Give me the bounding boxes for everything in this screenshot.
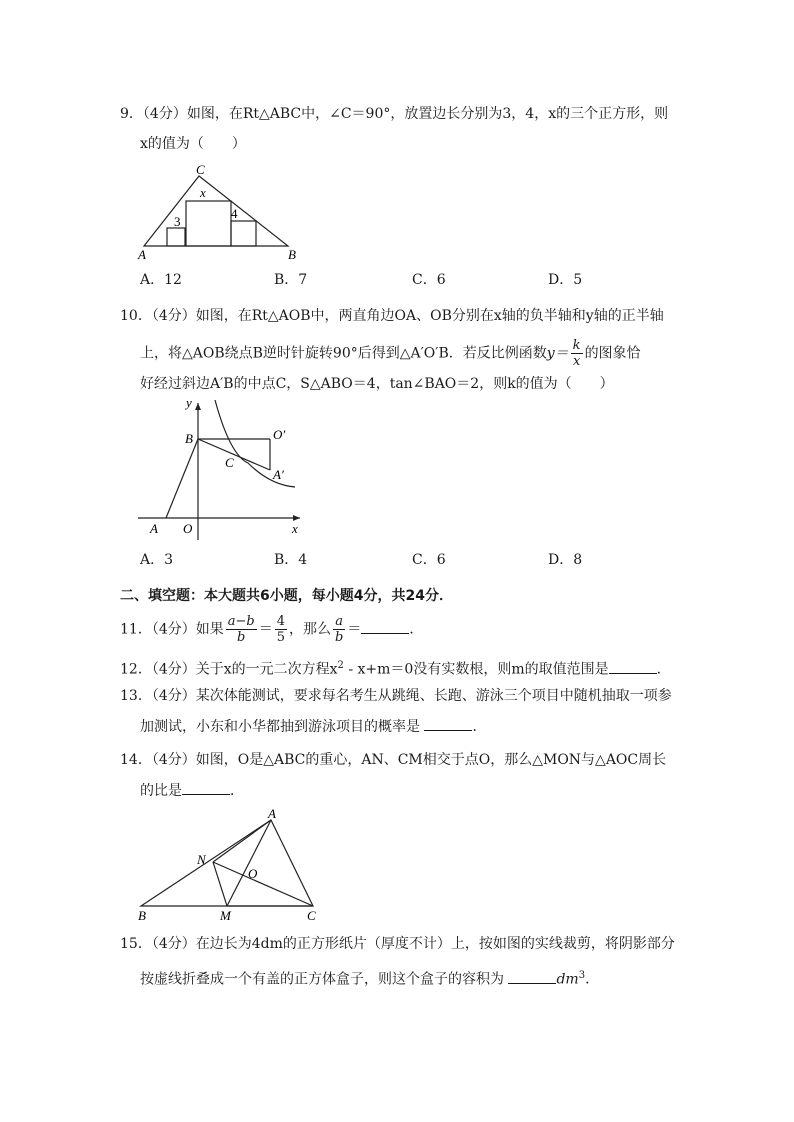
label-A: A	[150, 521, 158, 536]
q11-fraction-3	[333, 614, 345, 645]
q14-figure	[130, 808, 330, 923]
median-CN	[213, 862, 313, 906]
q11-f2-num: 4	[276, 614, 285, 629]
q11-f3-num: a	[333, 614, 345, 630]
q9-option-c[interactable]: C．6	[412, 272, 446, 288]
label-O: O	[183, 521, 193, 536]
label-M: M	[220, 908, 231, 923]
segment-NM	[213, 862, 227, 906]
q11-mid: ，那么	[288, 621, 331, 638]
segment-BA1	[198, 439, 270, 470]
q11-line	[120, 614, 423, 645]
q14-line2	[140, 780, 244, 801]
label-y: y	[186, 395, 192, 410]
q11-eq: ＝	[258, 621, 273, 638]
q12-suffix: - x+m＝0没有实数根，则m的取值范围是	[343, 661, 609, 678]
label-A: A	[138, 247, 146, 262]
triangle-ABC	[141, 820, 313, 906]
label-C: C	[307, 908, 316, 923]
q14-line1: 14．（4分）如图，O是△ABC的重心，AN、CM相交于点O，那么△MON与△AOC周长	[120, 752, 667, 768]
square-4	[231, 221, 256, 246]
q10-line2-end: 的图象恰	[584, 345, 641, 362]
q10-figure	[130, 395, 310, 545]
q13-end: ．	[472, 719, 487, 735]
label-A-prime: A′	[273, 467, 284, 482]
q10-option-c[interactable]: C．6	[412, 552, 446, 568]
q15-answer-blank[interactable]	[508, 969, 556, 984]
q11-eq2: ＝	[347, 621, 362, 638]
q13-line1: 13．（4分）某次体能测试，要求每名考生从跳绳、长跑、游泳三个项目中随机抽取一项参	[120, 688, 672, 704]
q9-line1: 9．（4分）如图，在Rt△ABC中，∠C＝90°，放置边长分别为3，4，x的三个正方形，则	[120, 106, 669, 122]
q15-unit: dm	[556, 971, 579, 988]
q10-line2	[140, 338, 641, 369]
median-AN	[213, 820, 271, 862]
q12-line	[120, 656, 671, 680]
q10-line2-text: 上，将△AOB绕点B逆时针旋转90°后得到△A′O′B．若反比例函数	[140, 345, 547, 362]
label-3: 3	[174, 214, 181, 229]
q15-line1: 15．（4分）在边长为4dm的正方形纸片（厚度不计）上，按如图的实线裁剪，将阴影部分	[120, 936, 675, 952]
square-3	[167, 228, 185, 246]
q10-option-d[interactable]: D．8	[548, 552, 583, 568]
label-B: B	[288, 247, 296, 262]
q9-option-d[interactable]: D．5	[548, 272, 583, 288]
q11-f3-den: b	[334, 630, 344, 645]
label-C: C	[225, 455, 234, 470]
label-O: O	[248, 866, 258, 881]
q14-answer-blank[interactable]	[182, 780, 230, 795]
q15-end: ．	[585, 971, 600, 988]
function-y: y＝	[546, 345, 569, 362]
q10-line3: 好经过斜边A′B的中点C，S△ABO＝4，tan∠BAO＝2，则k的值为（ ）	[140, 376, 614, 392]
label-C: C	[196, 162, 205, 177]
label-x: x	[200, 185, 206, 200]
q11-answer-blank[interactable]	[361, 619, 409, 634]
label-A: A	[268, 808, 276, 821]
section-fill-in-title: 二、填空题：本大题共6小题，每小题4分，共24分．	[120, 588, 453, 604]
q12-exponent: 2	[337, 660, 344, 671]
q15-exponent: 3	[578, 970, 586, 981]
q11-f1-den: b	[237, 630, 246, 645]
median-AM	[227, 820, 271, 906]
q11-fraction-2	[275, 614, 287, 645]
q9-figure	[130, 160, 310, 265]
q15-line2-text: 按虚线折叠成一个有盖的正方体盒子，则这个盒子的容积为	[140, 971, 509, 988]
fraction-x: x	[572, 354, 581, 369]
segment-AB	[166, 439, 198, 518]
q10-option-a[interactable]: A．3	[140, 552, 174, 568]
label-B: B	[185, 431, 193, 446]
q13-line2-text: 加测试，小东和小华都抽到游泳项目的概率是	[140, 719, 425, 735]
q11-suffix: ．	[409, 621, 424, 638]
fraction-k: k	[572, 338, 581, 353]
q12-prefix: 12．（4分）关于x的一元二次方程x	[120, 661, 338, 678]
q10-option-b[interactable]: B．4	[274, 552, 308, 568]
label-x: x	[292, 521, 298, 536]
q11-prefix: 11．（4分）如果	[120, 621, 224, 638]
q11-fraction-1	[226, 614, 257, 645]
label-B: B	[138, 908, 146, 923]
q9-line2: x的值为（ ）	[140, 136, 246, 152]
q10-line1: 10．（4分）如图，在Rt△AOB中，两直角边OA、OB分别在x轴的负半轴和y轴的正半轴	[120, 308, 664, 324]
q14-end: ．	[230, 783, 244, 799]
q12-end: ．	[656, 661, 671, 678]
label-4: 4	[231, 206, 238, 221]
q15-line2	[140, 966, 599, 990]
label-N: N	[197, 852, 206, 867]
label-O-prime: O′	[273, 427, 286, 442]
q12-answer-blank[interactable]	[609, 659, 657, 674]
q9-option-b[interactable]: B．7	[274, 272, 308, 288]
q11-f1-num: a−b	[227, 614, 255, 629]
q13-line2	[140, 716, 486, 737]
q9-option-a[interactable]: A．12	[140, 272, 182, 288]
q11-f2-den: 5	[276, 630, 285, 645]
q13-answer-blank[interactable]	[424, 716, 472, 731]
square-x	[186, 201, 231, 246]
q14-line2-text: 的比是	[140, 783, 182, 799]
function-fraction	[571, 338, 583, 369]
y-axis-arrow	[195, 403, 201, 410]
